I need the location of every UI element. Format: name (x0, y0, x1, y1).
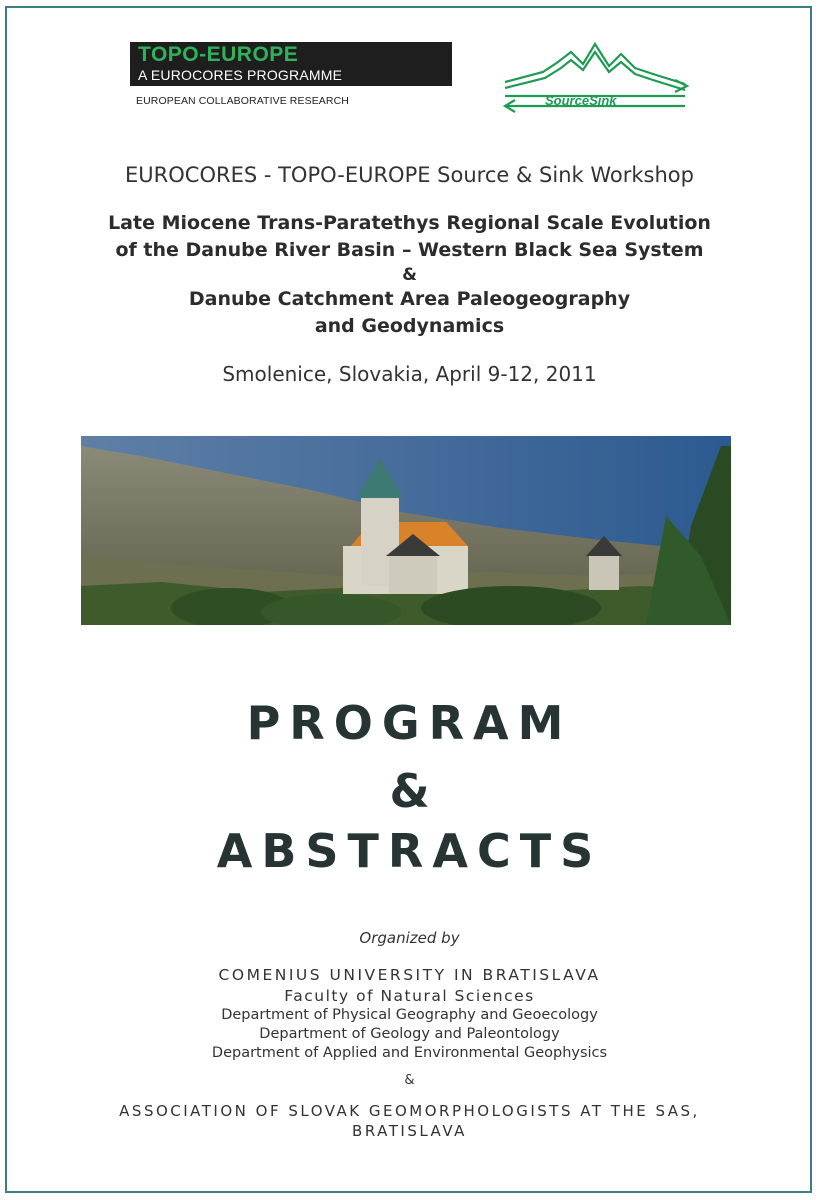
workshop-name: EUROCORES - TOPO-EUROPE Source & Sink Workshop (125, 163, 694, 187)
workshop-title-line-1: Late Miocene Trans-Paratethys Regional Scale Evolution (108, 212, 711, 234)
workshop-subtitle-line-2: and Geodynamics (314, 315, 505, 337)
organizer-department: Department of Geology and Paleontology (259, 1026, 560, 1042)
workshop-subtitle-line-1: Danube Catchment Area Paleogeography (188, 288, 631, 310)
workshop-title-line-2: of the Danube River Basin – Western Black Sea System (115, 239, 704, 261)
organizer-department: Department of Physical Geography and Geoecology (221, 1007, 598, 1023)
organized-by: Organized by (359, 929, 460, 947)
title-ampersand: & (402, 265, 417, 285)
organizer-department: Department of Applied and Environmental Geophysics (211, 1045, 608, 1061)
source-sink-label: SourceSink (545, 93, 617, 108)
program-heading: PROGRAM (246, 696, 573, 750)
topo-europe-logo (130, 42, 452, 86)
workshop-subtitle (0, 286, 819, 340)
program-abstracts-ampersand: & (389, 764, 430, 818)
organizer-university: COMENIUS UNIVERSITY IN BRATISLAVA (218, 966, 601, 984)
organizer-association: ASSOCIATION OF SLOVAK GEOMORPHOLOGISTS AT THE SAS, (119, 1102, 700, 1120)
topo-europe-tagline: EUROPEAN COLLABORATIVE RESEARCH (136, 95, 349, 107)
smolenice-castle-photo (81, 436, 731, 625)
topo-europe-logo-title: TOPO-EUROPE (138, 43, 299, 66)
organizer-faculty: Faculty of Natural Sciences (284, 987, 535, 1005)
organizers-ampersand: & (404, 1073, 415, 1088)
abstracts-heading: ABSTRACTS (216, 824, 603, 878)
organizer-association-city: BRATISLAVA (352, 1122, 467, 1140)
topo-europe-logo-subtitle: A EUROCORES PROGRAMME (138, 67, 343, 83)
workshop-title (0, 210, 819, 264)
location-date: Smolenice, Slovakia, April 9-12, 2011 (222, 362, 597, 386)
